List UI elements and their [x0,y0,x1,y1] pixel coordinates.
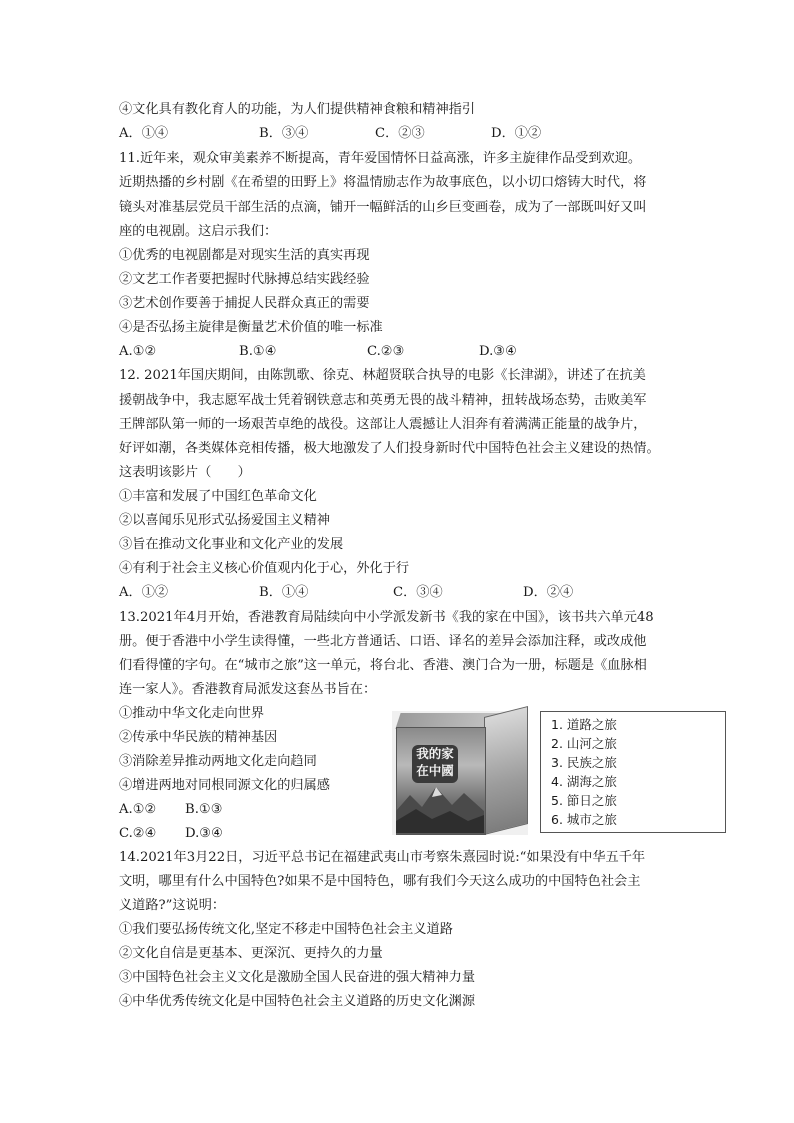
q11-option-b[interactable]: B.①④ [239,344,277,359]
unit-list-item: 1. 道路之旅 [551,717,617,732]
q12-stem-line: 12. 2021年国庆期间，由陈凯歌、徐克、林超贤联合执导的电影《长津湖》，讲述了在抗美 [119,368,646,383]
q13-stem-line: 册。便于香港中小学生读得懂，一些北方普通话、口语、译名的差异会添加注释，或改成他 [119,634,647,649]
unit-list-item: 5. 節日之旅 [551,793,617,808]
q10-option-b[interactable]: B．③④ [259,126,309,141]
q11-option-d[interactable]: D.③④ [479,344,517,359]
q10-options [119,122,679,146]
q13-item: ③消除差异推动两地文化走向趋同 [119,754,317,769]
unit-list-item: 3. 民族之旅 [551,755,617,770]
q12-item: ④有利于社会主义核心价值观内化于心，外化于行 [119,561,410,576]
q14-item: ③中国特色社会主义文化是激励全国人民奋进的强大精神力量 [119,970,476,985]
q14-item: ④中华优秀传统文化是中国特色社会主义道路的历史文化渊源 [119,994,476,1009]
unit-list-item: 6. 城市之旅 [551,812,617,827]
q10-option-d[interactable]: D．①② [491,126,542,141]
q10-option-a[interactable]: A．①④ [119,126,169,141]
q11-stem-line: 11.近年来，观众审美素养不断提高，青年爱国情怀日益高涨，许多主旋律作品受到欢迎。 [119,151,642,166]
q12-option-b[interactable]: B．①④ [259,585,309,600]
unit-list-item: 2. 山河之旅 [551,736,617,751]
q12-item: ①丰富和发展了中国红色革命文化 [119,489,317,504]
q12-stem-line: 援朝战争中，我志愿军战士凭着钢铁意志和英勇无畏的战斗精神，扭转战场态势，击败美军 [119,393,647,408]
q11-item: ①优秀的电视剧都是对现实生活的真实再现 [119,248,370,263]
q13-stem-line: 连一家人》。香港教育局派发这套丛书旨在： [119,682,377,697]
q13-option-c[interactable]: C.②④ [119,826,157,841]
q12-stem-line: 好评如潮，各类媒体竞相传播，极大地激发了人们投身新时代中国特色社会主义建设的热情。 [119,441,660,456]
unit-list [540,711,726,833]
q13-item: ④增进两地对同根同源文化的归属感 [119,778,330,793]
q11-options [119,340,679,364]
q11-stem-line: 镜头对准基层党员干部生活的点滴，铺开一幅鲜活的山乡巨变画卷，成为了一部既叫好又叫 [119,200,647,215]
q11-option-c[interactable]: C.②③ [367,344,405,359]
cover-title: 我的家 在中國 [412,745,458,783]
q10-item-4: ④文化具有教化育人的功能，为人们提供精神食粮和精神指引 [119,102,476,117]
q13-options-row-1 [119,798,319,822]
q14-item: ①我们要弘扬传统文化,坚定不移走中国特色社会主义道路 [119,922,453,937]
q13-stem-line: 13.2021年4月开始，香港教育局陆续向中小学派发新书《我的家在中国》，该书共六单元48 [119,610,654,625]
q10-option-c[interactable]: C．②③ [375,126,425,141]
q11-stem-line: 近期热播的乡村剧《在希望的田野上》将温情励志作为故事底色，以小切口熔铸大时代，将 [119,175,647,190]
q12-option-c[interactable]: C．③④ [393,585,443,600]
book-box-image [392,711,528,835]
q11-item: ②文艺工作者要把握时代脉搏总结实践经验 [119,272,370,287]
q12-stem-line: 这表明该影片（ ） [119,465,251,480]
unit-list-item: 4. 湖海之旅 [551,774,617,789]
q12-item: ③旨在推动文化事业和文化产业的发展 [119,537,344,552]
q12-options [119,581,679,605]
q14-stem-line: 文明，哪里有什么中国特色?如果不是中国特色，哪有我们今天这么成功的中国特色社会主 [119,874,641,889]
q12-option-a[interactable]: A．①② [119,585,169,600]
q13-option-b[interactable]: B.①③ [185,802,223,817]
q14-stem-line: 义道路?”这说明： [119,898,226,913]
q11-option-a[interactable]: A.①② [119,344,157,359]
q13-option-a[interactable]: A.①② [119,802,157,817]
q11-item: ④是否弘扬主旋律是衡量艺术价值的唯一标准 [119,320,383,335]
q12-item: ②以喜闻乐见形式弘扬爱国主义精神 [119,513,330,528]
q12-stem-line: 王牌部队第一师的一场艰苦卓绝的战役。这部让人震撼让人泪奔有着满满正能量的战争片， [119,417,647,432]
q13-options-row-2 [119,822,319,846]
mountain-illustration [396,781,484,833]
q13-item: ①推动中华文化走向世界 [119,706,265,721]
q13-item: ②传承中华民族的精神基因 [119,730,278,745]
q13-option-d[interactable]: D.③④ [185,826,223,841]
q14-stem-line: 14.2021年3月22日，习近平总书记在福建武夷山市考察朱熹园时说:“如果没有中华五千年 [119,850,646,865]
q13-stem-line: 们看得懂的字句。在“城市之旅”这一单元，将台北、香港、澳门合为一册，标题是《血脉相 [119,658,647,673]
q14-item: ②文化自信是更基本、更深沉、更持久的力量 [119,946,383,961]
q12-option-d[interactable]: D．②④ [523,585,574,600]
q11-stem-line: 座的电视剧。这启示我们： [119,224,278,239]
q11-item: ③艺术创作要善于捕捉人民群众真正的需要 [119,296,370,311]
book-set-figure [392,711,726,835]
